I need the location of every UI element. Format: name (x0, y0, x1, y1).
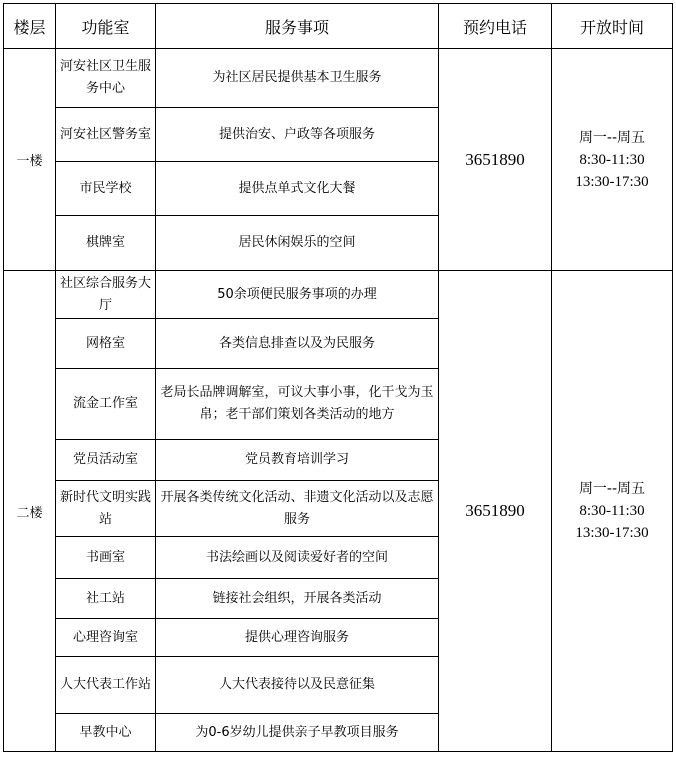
hours-afternoon: 13:30-17:30 (575, 525, 649, 541)
header-service: 服务事项 (156, 4, 439, 49)
room-name: 早教中心 (56, 714, 156, 752)
header-hours: 开放时间 (552, 4, 673, 49)
hours-morning: 8:30-11:30 (579, 503, 645, 519)
room-name: 党员活动室 (56, 440, 156, 481)
room-name: 河安社区卫生服务中心 (56, 49, 156, 108)
room-name: 人大代表工作站 (56, 657, 156, 714)
service-description: 链接社会组织，开展各类活动 (156, 579, 439, 619)
service-description: 50余项便民服务事项的办理 (156, 271, 439, 319)
room-name: 棋牌室 (56, 216, 156, 271)
service-description: 开展各类传统文化活动、非遗文化活动以及志愿服务 (156, 481, 439, 537)
room-name: 书画室 (56, 537, 156, 579)
floor-label: 二楼 (4, 271, 56, 752)
hours-morning: 8:30-11:30 (579, 151, 645, 168)
service-description: 提供心理咨询服务 (156, 619, 439, 657)
header-room: 功能室 (56, 4, 156, 49)
opening-hours (552, 49, 673, 271)
hours-days: 周一--周五 (578, 481, 646, 497)
table-row (4, 271, 673, 319)
hours-days: 周一--周五 (578, 129, 646, 146)
service-description: 居民休闲娱乐的空间 (156, 216, 439, 271)
room-name: 市民学校 (56, 162, 156, 216)
room-name: 社区综合服务大厅 (56, 271, 156, 319)
hours-afternoon: 13:30-17:30 (575, 173, 649, 190)
header-phone: 预约电话 (439, 4, 552, 49)
header-floor: 楼层 (4, 4, 56, 49)
service-description: 人大代表接待以及民意征集 (156, 657, 439, 714)
service-description: 各类信息排查以及为民服务 (156, 319, 439, 369)
table-row (4, 49, 673, 108)
service-description: 为社区居民提供基本卫生服务 (156, 49, 439, 108)
room-name: 网格室 (56, 319, 156, 369)
floor-label: 一楼 (4, 49, 56, 271)
service-description: 老局长品牌调解室，可议大事小事，化干戈为玉帛；老干部们策划各类活动的地方 (156, 369, 439, 440)
booking-phone: 3651890 (439, 271, 552, 752)
room-name: 社工站 (56, 579, 156, 619)
service-schedule-table (3, 3, 673, 752)
service-description: 书法绘画以及阅读爱好者的空间 (156, 537, 439, 579)
header-row (4, 4, 673, 49)
booking-phone: 3651890 (439, 49, 552, 271)
room-name: 新时代文明实践站 (56, 481, 156, 537)
service-description: 为0-6岁幼儿提供亲子早教项目服务 (156, 714, 439, 752)
service-description: 提供治安、户政等各项服务 (156, 108, 439, 162)
room-name: 河安社区警务室 (56, 108, 156, 162)
room-name: 流金工作室 (56, 369, 156, 440)
room-name: 心理咨询室 (56, 619, 156, 657)
service-description: 党员教育培训学习 (156, 440, 439, 481)
service-description: 提供点单式文化大餐 (156, 162, 439, 216)
opening-hours (552, 271, 673, 752)
